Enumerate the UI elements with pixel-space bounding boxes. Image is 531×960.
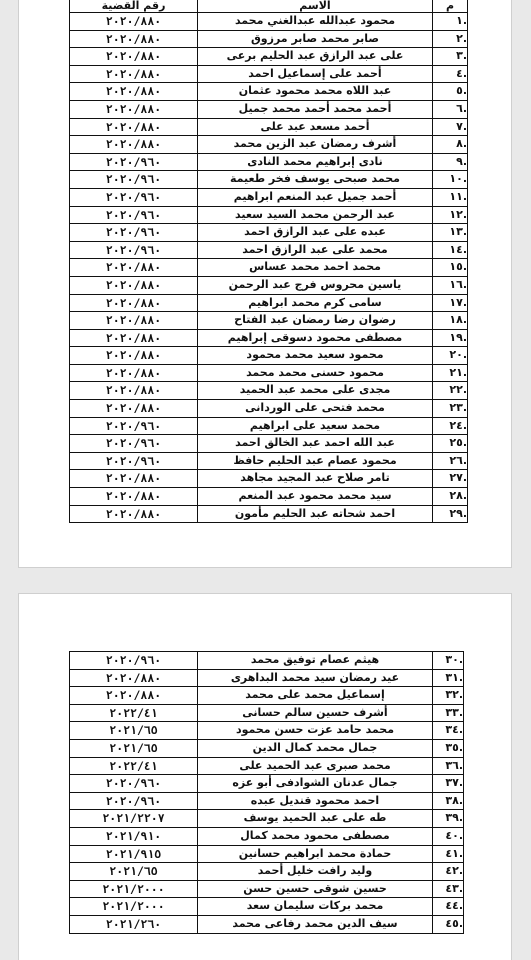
row-number: .٣٥	[433, 739, 464, 757]
table-row	[70, 652, 464, 670]
table-row	[70, 294, 468, 312]
row-number: .٩	[433, 153, 468, 171]
case-number: ٢٠٢١/٦٥	[70, 863, 198, 881]
table-row	[70, 364, 468, 382]
case-number: ٢٠٢٠/٨٨٠	[70, 364, 198, 382]
case-number: ٢٠٢٠/٨٨٠	[70, 400, 198, 418]
roster-table-2	[69, 651, 464, 934]
person-name: محمد صبحى يوسف فخر طعيمة	[198, 171, 433, 189]
case-number: ٢٠٢٠/٩٦٠	[70, 792, 198, 810]
table-row	[70, 845, 464, 863]
table-row	[70, 880, 464, 898]
case-number: ٢٠٢١/٢٦٠	[70, 915, 198, 933]
person-name: أحمد محمد أحمد محمد جميل	[198, 100, 433, 118]
person-name: محمود عصام عبد الحليم حافظ	[198, 452, 433, 470]
row-number: .٥	[433, 83, 468, 101]
table-row	[70, 669, 464, 687]
person-name: سامى كرم محمد ابراهيم	[198, 294, 433, 312]
person-name: على عبد الرازق عبد الحليم برعى	[198, 48, 433, 66]
person-name: محمود سعيد محمد محمود	[198, 347, 433, 365]
table-row	[70, 347, 468, 365]
person-name: عبد اللاه محمد محمود عثمان	[198, 83, 433, 101]
row-number: .٣٦	[433, 757, 464, 775]
person-name: أحمد مسعد عبد على	[198, 118, 433, 136]
row-number: .١٧	[433, 294, 468, 312]
table-header-row	[70, 0, 468, 13]
case-number: ٢٠٢٠/٩٦٠	[70, 206, 198, 224]
row-number: .٢١	[433, 364, 468, 382]
person-name: صابر محمد صابر مرزوق	[198, 30, 433, 48]
case-number: ٢٠٢٠/٨٨٠	[70, 276, 198, 294]
row-number: .٢٢	[433, 382, 468, 400]
case-number: ٢٠٢١/٢٢٠٧	[70, 810, 198, 828]
case-number: ٢٠٢٠/٨٨٠	[70, 100, 198, 118]
person-name: احمد شحاته عبد الحليم مأمون	[198, 505, 433, 523]
person-name: أحمد جميل عبد المنعم ابراهيم	[198, 188, 433, 206]
person-name: تامر صلاح عبد المجيد مجاهد	[198, 470, 433, 488]
table-row	[70, 48, 468, 66]
table-row	[70, 792, 464, 810]
case-number: ٢٠٢٠/٨٨٠	[70, 505, 198, 523]
row-number: .٢٩	[433, 505, 468, 523]
row-number: .٣٨	[433, 792, 464, 810]
table-row	[70, 65, 468, 83]
table-row	[70, 488, 468, 506]
table-row	[70, 83, 468, 101]
roster-table-1	[69, 0, 468, 523]
row-number: .٢٨	[433, 488, 468, 506]
row-number: .١٢	[433, 206, 468, 224]
case-number: ٢٠٢٠/٩٦٠	[70, 241, 198, 259]
table-row	[70, 915, 464, 933]
row-number: .١٠	[433, 171, 468, 189]
case-number: ٢٠٢٢/٤١	[70, 757, 198, 775]
table-row	[70, 898, 464, 916]
table-row	[70, 329, 468, 347]
person-name: عبد الله احمد عبد الخالق احمد	[198, 435, 433, 453]
row-number: .١٨	[433, 312, 468, 330]
row-number: .٣٢	[433, 687, 464, 705]
case-number: ٢٠٢٠/٨٨٠	[70, 669, 198, 687]
row-number: .٢٣	[433, 400, 468, 418]
case-number: ٢٠٢٠/٨٨٠	[70, 65, 198, 83]
table-row	[70, 241, 468, 259]
person-name: إسماعيل محمد على محمد	[198, 687, 433, 705]
case-number: ٢٠٢٠/٨٨٠	[70, 48, 198, 66]
person-name: أحمد على إسماعيل احمد	[198, 65, 433, 83]
row-number: .٣١	[433, 669, 464, 687]
header-name: الاسم	[198, 0, 433, 13]
row-number: .٣٠	[433, 652, 464, 670]
header-number: م	[433, 0, 468, 13]
table-row	[70, 775, 464, 793]
row-number: .٢٦	[433, 452, 468, 470]
person-name: جمال عدنان الشوادفى أبو عزه	[198, 775, 433, 793]
person-name: سيد محمد محمود عبد المنعم	[198, 488, 433, 506]
person-name: مصطفى محمود محمد كمال	[198, 827, 433, 845]
row-number: .٨	[433, 136, 468, 154]
case-number: ٢٠٢٠/٩٦٠	[70, 171, 198, 189]
table-row	[70, 452, 468, 470]
table-row	[70, 400, 468, 418]
case-number: ٢٠٢١/٩١٥	[70, 845, 198, 863]
person-name: طه على عبد الحميد يوسف	[198, 810, 433, 828]
case-number: ٢٠٢٠/٨٨٠	[70, 687, 198, 705]
table-row	[70, 704, 464, 722]
person-name: محمود حسنى محمد محمد	[198, 364, 433, 382]
case-number: ٢٠٢٠/٨٨٠	[70, 329, 198, 347]
table-row	[70, 757, 464, 775]
person-name: مصطفى محمود دسوقى إبراهيم	[198, 329, 433, 347]
case-number: ٢٠٢٠/٩٦٠	[70, 435, 198, 453]
table-row	[70, 382, 468, 400]
case-number: ٢٠٢٠/٨٨٠	[70, 488, 198, 506]
case-number: ٢٠٢٠/٩٦٠	[70, 775, 198, 793]
person-name: ياسين محروس فرج عبد الرحمن	[198, 276, 433, 294]
table-row	[70, 722, 464, 740]
row-number: .١٣	[433, 224, 468, 242]
table-row	[70, 687, 464, 705]
case-number: ٢٠٢٠/٨٨٠	[70, 470, 198, 488]
row-number: .١٦	[433, 276, 468, 294]
person-name: حمادة محمد ابراهيم حسانين	[198, 845, 433, 863]
document-page-1	[18, 0, 512, 568]
person-name: سيف الدين محمد رفاعى محمد	[198, 915, 433, 933]
table-row	[70, 505, 468, 523]
row-number: .٢٠	[433, 347, 468, 365]
person-name: حسين شوقى حسين حسن	[198, 880, 433, 898]
case-number: ٢٠٢٠/٩٦٠	[70, 188, 198, 206]
row-number: .١٥	[433, 259, 468, 277]
case-number: ٢٠٢٠/٨٨٠	[70, 312, 198, 330]
row-number: .٤٣	[433, 880, 464, 898]
case-number: ٢٠٢٠/٩٦٠	[70, 452, 198, 470]
row-number: .٤١	[433, 845, 464, 863]
row-number: .٢٤	[433, 417, 468, 435]
person-name: هيثم عصام توفيق محمد	[198, 652, 433, 670]
table-row	[70, 435, 468, 453]
case-number: ٢٠٢٠/٨٨٠	[70, 294, 198, 312]
row-number: .٤٥	[433, 915, 464, 933]
case-number: ٢٠٢٢/٤١	[70, 704, 198, 722]
person-name: محمد فتحى على الوردانى	[198, 400, 433, 418]
roster-body-2	[70, 652, 464, 934]
case-number: ٢٠٢٠/٨٨٠	[70, 118, 198, 136]
row-number: .١٩	[433, 329, 468, 347]
case-number: ٢٠٢١/٢٠٠٠	[70, 898, 198, 916]
row-number: .٣٤	[433, 722, 464, 740]
case-number: ٢٠٢٠/٨٨٠	[70, 347, 198, 365]
table-row	[70, 224, 468, 242]
table-row	[70, 417, 468, 435]
case-number: ٢٠٢١/٦٥	[70, 739, 198, 757]
person-name: محمد بركات سليمان سعد	[198, 898, 433, 916]
person-name: جمال محمد كمال الدين	[198, 739, 433, 757]
row-number: .٣	[433, 48, 468, 66]
row-number: .٢٧	[433, 470, 468, 488]
person-name: عبد الرحمن محمد السيد سعيد	[198, 206, 433, 224]
case-number: ٢٠٢٠/٨٨٠	[70, 259, 198, 277]
person-name: محمود عبدالله عبدالغني محمد	[198, 13, 433, 31]
case-number: ٢٠٢٠/٨٨٠	[70, 382, 198, 400]
table-row	[70, 810, 464, 828]
table-row	[70, 827, 464, 845]
case-number: ٢٠٢٠/٩٦٠	[70, 652, 198, 670]
document-page-2	[18, 593, 512, 960]
table-row	[70, 30, 468, 48]
table-row	[70, 153, 468, 171]
person-name: أشرف رمضان عبد الزين محمد	[198, 136, 433, 154]
person-name: عيد رمضان سيد محمد البداهرى	[198, 669, 433, 687]
person-name: محمد على عبد الرازق احمد	[198, 241, 433, 259]
case-number: ٢٠٢٠/٨٨٠	[70, 13, 198, 31]
row-number: .٧	[433, 118, 468, 136]
person-name: رضوان رضا رمضان عبد الفتاح	[198, 312, 433, 330]
row-number: .٦	[433, 100, 468, 118]
row-number: .١١	[433, 188, 468, 206]
person-name: وليد رافت خليل أحمد	[198, 863, 433, 881]
row-number: .٢	[433, 30, 468, 48]
case-number: ٢٠٢٠/٩٦٠	[70, 153, 198, 171]
row-number: .١٤	[433, 241, 468, 259]
case-number: ٢٠٢٠/٨٨٠	[70, 83, 198, 101]
person-name: نادى إبراهيم محمد النادى	[198, 153, 433, 171]
table-row	[70, 100, 468, 118]
case-number: ٢٠٢٠/٩٦٠	[70, 224, 198, 242]
table-row	[70, 13, 468, 31]
case-number: ٢٠٢١/٢٠٠٠	[70, 880, 198, 898]
table-row	[70, 259, 468, 277]
table-row	[70, 312, 468, 330]
person-name: مجدى على محمد عبد الحميد	[198, 382, 433, 400]
header-case-number: رقم القضية	[70, 0, 198, 13]
case-number: ٢٠٢١/٦٥	[70, 722, 198, 740]
person-name: محمد سعيد على ابراهيم	[198, 417, 433, 435]
table-row	[70, 206, 468, 224]
row-number: .٣٧	[433, 775, 464, 793]
row-number: .٤٠	[433, 827, 464, 845]
table-row	[70, 276, 468, 294]
table-row	[70, 118, 468, 136]
person-name: محمد احمد محمد عساس	[198, 259, 433, 277]
person-name: أشرف حسين سالم حسانى	[198, 704, 433, 722]
table-row	[70, 739, 464, 757]
case-number: ٢٠٢١/٩١٠	[70, 827, 198, 845]
table-row	[70, 136, 468, 154]
case-number: ٢٠٢٠/٨٨٠	[70, 136, 198, 154]
row-number: .٢٥	[433, 435, 468, 453]
person-name: احمد محمود قنديل عبده	[198, 792, 433, 810]
roster-body-1	[70, 13, 468, 523]
row-number: .٣٩	[433, 810, 464, 828]
person-name: محمد صبرى عبد الحميد على	[198, 757, 433, 775]
table-row	[70, 863, 464, 881]
table-row	[70, 470, 468, 488]
table-row	[70, 188, 468, 206]
table-row	[70, 171, 468, 189]
person-name: عبده على عبد الرازق احمد	[198, 224, 433, 242]
row-number: .٣٣	[433, 704, 464, 722]
row-number: .١	[433, 13, 468, 31]
row-number: .٤٢	[433, 863, 464, 881]
case-number: ٢٠٢٠/٨٨٠	[70, 30, 198, 48]
row-number: .٤	[433, 65, 468, 83]
case-number: ٢٠٢٠/٩٦٠	[70, 417, 198, 435]
person-name: محمد حامد عزت حسن محمود	[198, 722, 433, 740]
row-number: .٤٤	[433, 898, 464, 916]
